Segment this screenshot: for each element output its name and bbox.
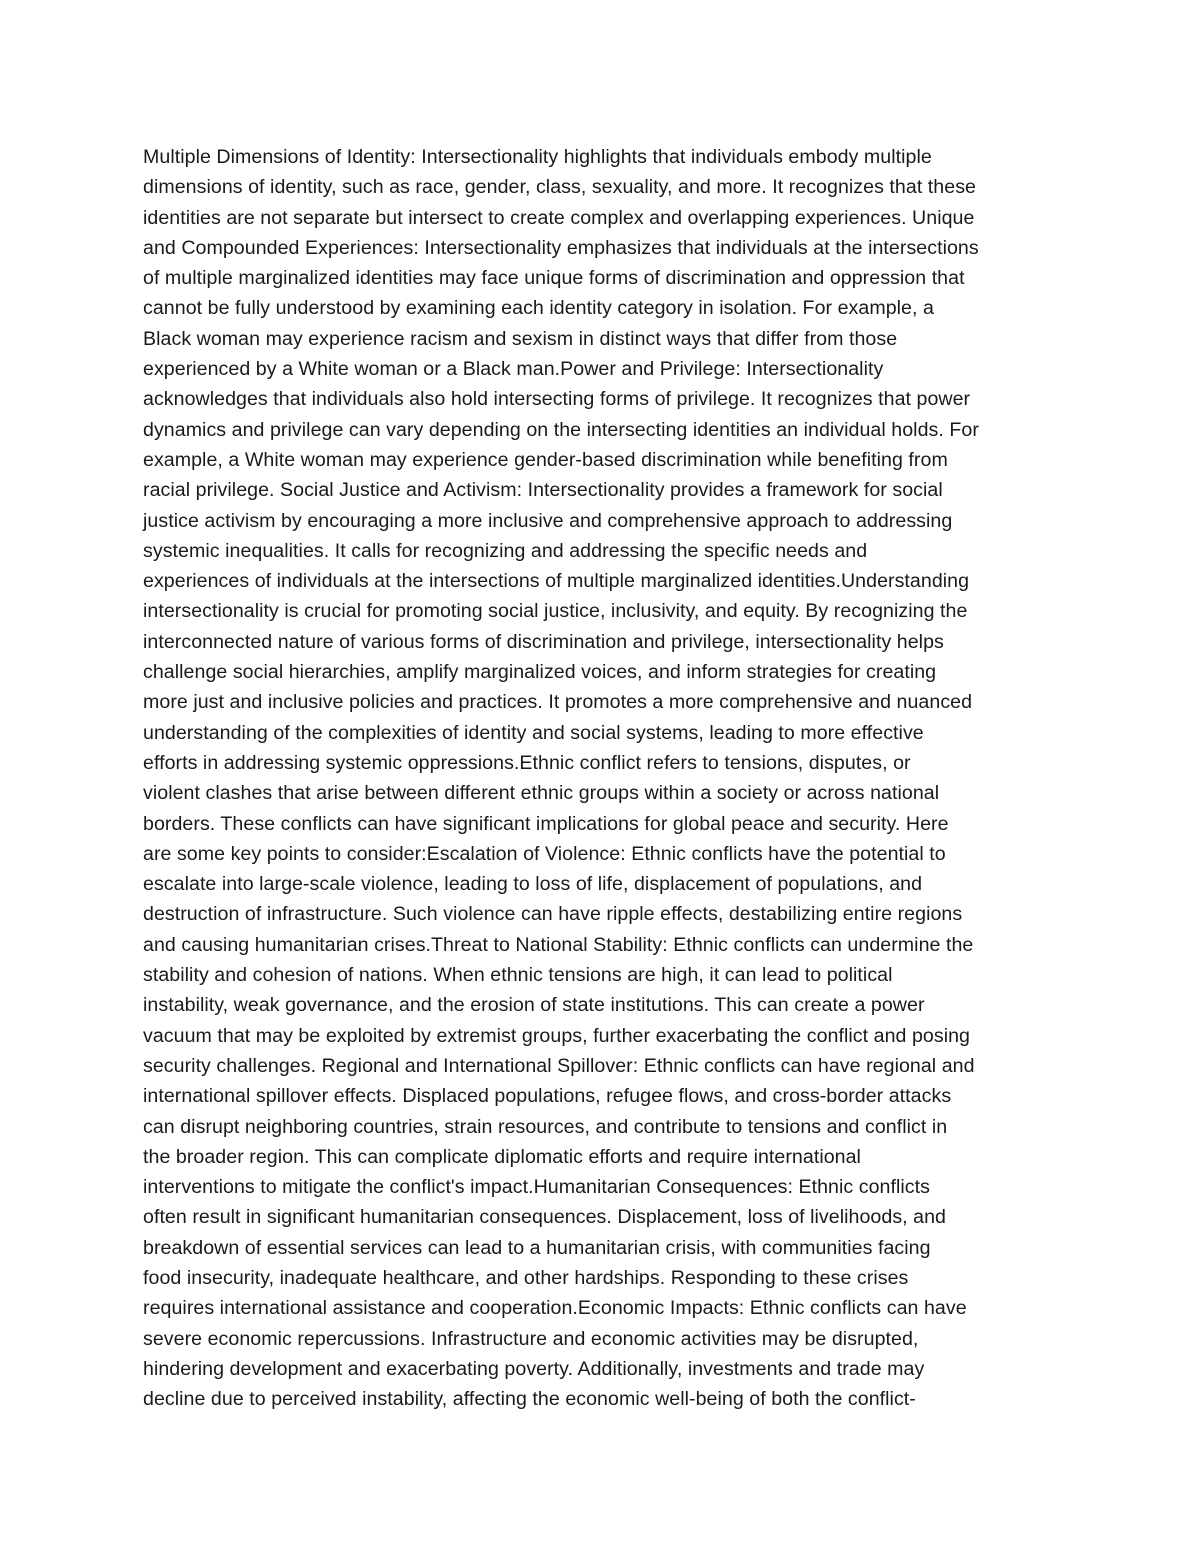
text-line: and Compounded Experiences: Intersectionality emphasizes that individuals at the intersections: [143, 236, 979, 259]
text-line: and causing humanitarian crises.Threat to National Stability: Ethnic conflicts can undermine the: [143, 933, 974, 956]
text-line: Black woman may experience racism and sexism in distinct ways that differ from those: [143, 327, 898, 350]
text-line: destruction of infrastructure. Such violence can have ripple effects, destabilizing entire regions: [143, 903, 963, 926]
text-line: cannot be fully understood by examining each identity category in isolation. For example, a: [143, 297, 934, 320]
text-line: stability and cohesion of nations. When ethnic tensions are high, it can lead to political: [143, 964, 893, 987]
text-line: challenge social hierarchies, amplify marginalized voices, and inform strategies for creating: [143, 661, 937, 684]
text-line: international spillover effects. Displaced populations, refugee flows, and cross-border attacks: [143, 1085, 952, 1108]
text-line: of multiple marginalized identities may face unique forms of discrimination and oppression that: [143, 267, 965, 290]
text-line: identities are not separate but intersect to create complex and overlapping experiences. Unique: [143, 206, 975, 229]
text-line: food insecurity, inadequate healthcare, and other hardships. Responding to these crises: [143, 1266, 909, 1289]
text-line: instability, weak governance, and the erosion of state institutions. This can create a power: [143, 994, 925, 1017]
text-line: justice activism by encouraging a more inclusive and comprehensive approach to addressing: [143, 509, 953, 532]
text-line: systemic inequalities. It calls for recognizing and addressing the specific needs and: [143, 539, 868, 562]
text-line: can disrupt neighboring countries, strain resources, and contribute to tensions and conflict in: [143, 1115, 948, 1138]
text-line: interconnected nature of various forms of discrimination and privilege, intersectionality helps: [143, 630, 944, 653]
text-line: vacuum that may be exploited by extremist groups, further exacerbating the conflict and posing: [143, 1024, 970, 1047]
text-line: severe economic repercussions. Infrastructure and economic activities may be disrupted,: [143, 1327, 919, 1350]
text-line: security challenges. Regional and International Spillover: Ethnic conflicts can have regional and: [143, 1054, 975, 1077]
text-line: Multiple Dimensions of Identity: Intersectionality highlights that individuals embody multiple: [143, 146, 932, 168]
text-line: experienced by a White woman or a Black man.Power and Privilege: Intersectionality: [143, 358, 884, 381]
text-line: breakdown of essential services can lead to a humanitarian crisis, with communities facing: [143, 1236, 931, 1259]
text-line: dynamics and privilege can vary depending on the intersecting identities an individual holds. For: [143, 418, 979, 441]
text-line: are some key points to consider:Escalation of Violence: Ethnic conflicts have the potential to: [143, 842, 946, 865]
text-line: dimensions of identity, such as race, gender, class, sexuality, and more. It recognizes that these: [143, 176, 976, 199]
text-line: decline due to perceived instability, affecting the economic well-being of both the conflict-: [143, 1388, 916, 1411]
text-line: more just and inclusive policies and practices. It promotes a more comprehensive and nuanced: [143, 691, 973, 714]
text-line: violent clashes that arise between different ethnic groups within a society or across national: [143, 782, 940, 805]
text-line: understanding of the complexities of identity and social systems, leading to more effective: [143, 721, 924, 744]
text-line: racial privilege. Social Justice and Activism: Intersectionality provides a framework for social: [143, 479, 943, 502]
text-line: example, a White woman may experience gender-based discrimination while benefiting from: [143, 448, 948, 471]
text-line: efforts in addressing systemic oppressions.Ethnic conflict refers to tensions, disputes, or: [143, 751, 911, 774]
text-line: borders. These conflicts can have significant implications for global peace and security. Here: [143, 812, 949, 835]
text-line: the broader region. This can complicate diplomatic efforts and require international: [143, 1145, 861, 1168]
text-line: intersectionality is crucial for promoting social justice, inclusivity, and equity. By recognizing the: [143, 600, 968, 623]
text-line: escalate into large-scale violence, leading to loss of life, displacement of populations, and: [143, 873, 923, 896]
text-line: hindering development and exacerbating poverty. Additionally, investments and trade may: [143, 1357, 925, 1380]
text-line: interventions to mitigate the conflict's impact.Humanitarian Consequences: Ethnic conflicts: [143, 1176, 930, 1199]
body-text: [143, 142, 1073, 1414]
text-line: requires international assistance and cooperation.Economic Impacts: Ethnic conflicts can have: [143, 1297, 967, 1320]
text-line: experiences of individuals at the intersections of multiple marginalized identities.Understanding: [143, 570, 970, 593]
text-line: often result in significant humanitarian consequences. Displacement, loss of livelihoods, and: [143, 1206, 946, 1229]
text-line: acknowledges that individuals also hold intersecting forms of privilege. It recognizes that power: [143, 388, 971, 411]
